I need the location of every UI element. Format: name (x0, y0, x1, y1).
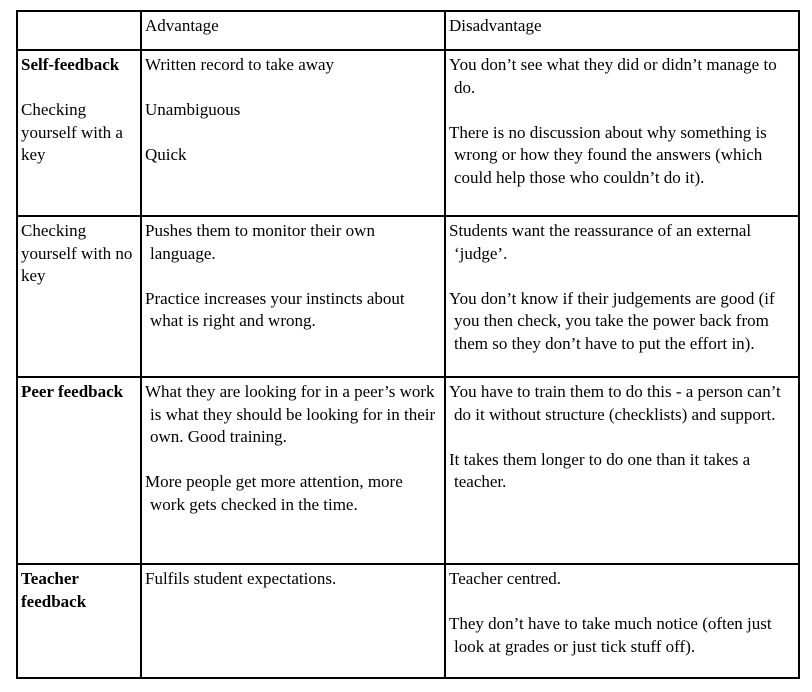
advantage-cell (141, 50, 445, 216)
row-title: Peer feedback (21, 382, 124, 401)
cell-paragraph: Quick (145, 145, 187, 164)
row-title: Checking yourself with no key (21, 221, 133, 285)
advantage-cell (141, 564, 445, 678)
cell-paragraph: What they are looking for in a peer’s work is what they should be looking for in their own. Good training. (145, 382, 436, 446)
disadvantage-cell (445, 564, 799, 678)
cell-paragraph: Fulfils student expectations. (145, 569, 337, 588)
table-row (17, 216, 799, 377)
table-row (17, 50, 799, 216)
cell-paragraph: You have to train them to do this - a person can’t do it without structure (checklists) and support. (449, 382, 781, 424)
header-row (17, 11, 799, 50)
row-title: Self-feedback (21, 55, 120, 74)
table-row (17, 377, 799, 564)
row-subtitle: Checking yourself with a key (21, 100, 123, 164)
document-page (16, 10, 800, 679)
cell-paragraph: It takes them longer to do one than it takes a teacher. (449, 449, 751, 491)
row-label-no-key (17, 216, 141, 377)
disadvantage-cell (445, 216, 799, 377)
cell-paragraph: Teacher centred. (449, 569, 562, 588)
row-label-self-feedback (17, 50, 141, 216)
cell-paragraph: Students want the reassurance of an external ‘judge’. (449, 221, 752, 263)
feedback-comparison-table (16, 10, 800, 679)
table-row (17, 564, 799, 678)
cell-paragraph: Written record to take away (145, 55, 335, 74)
cell-paragraph: More people get more attention, more work gets checked in the time. (145, 472, 403, 514)
cell-paragraph: Unambiguous (145, 100, 241, 119)
header-advantage: Advantage (141, 11, 445, 50)
row-label-peer-feedback (17, 377, 141, 564)
cell-paragraph: There is no discussion about why something is wrong or how they found the answers (which could help those who couldn’t do it). (449, 122, 767, 187)
cell-paragraph: They don’t have to take much notice (often just look at grades or just tick stuff off). (449, 614, 772, 656)
advantage-cell (141, 377, 445, 564)
header-empty-cell (17, 11, 141, 50)
header-disadvantage: Disadvantage (445, 11, 799, 50)
disadvantage-cell (445, 50, 799, 216)
cell-paragraph: You don’t know if their judgements are good (if you then check, you take the power back from them so they don’t have to put the effort in). (449, 288, 775, 353)
row-title: Teacher feedback (21, 569, 87, 611)
cell-paragraph: Practice increases your instincts about what is right and wrong. (145, 288, 405, 330)
cell-paragraph: Pushes them to monitor their own language. (145, 221, 375, 263)
cell-paragraph: You don’t see what they did or didn’t manage to do. (449, 55, 777, 97)
row-label-teacher-feedback (17, 564, 141, 678)
advantage-cell (141, 216, 445, 377)
disadvantage-cell (445, 377, 799, 564)
